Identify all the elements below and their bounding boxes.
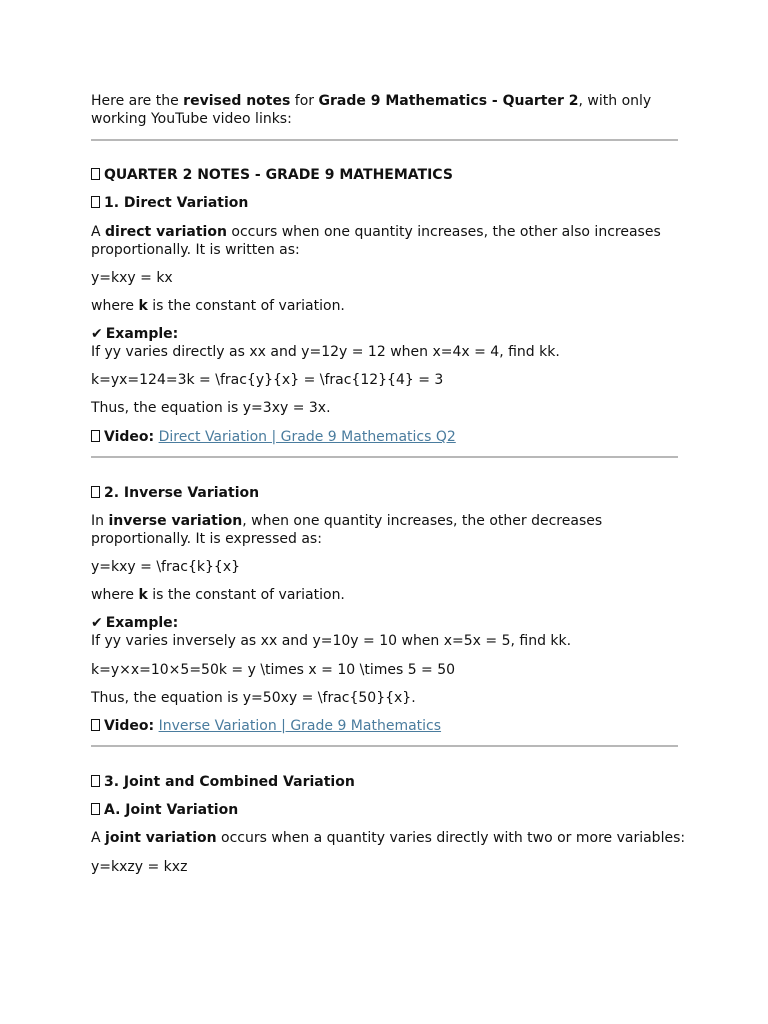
video-line xyxy=(91,717,679,735)
video-icon xyxy=(91,719,100,731)
example-text: If yy varies directly as xx and y=12y = 12 when x=4x = 4, find kk. xyxy=(91,344,560,360)
text: occurs when one quantity increases, the other also increases xyxy=(226,224,661,240)
intro-text: , with only xyxy=(578,93,652,109)
result: Thus, the equation is y=3xy = 3x. xyxy=(91,400,331,416)
intro-paragraph xyxy=(91,92,679,128)
formula: y=kxzy = kxz xyxy=(91,859,188,875)
text: where xyxy=(91,587,139,603)
result: Thus, the equation is y=50xy = \frac{50}{x}. xyxy=(91,690,416,706)
pin-icon xyxy=(91,775,100,787)
text: In xyxy=(91,513,109,529)
section-heading-text: 1. Direct Variation xyxy=(104,195,249,211)
notes-icon xyxy=(91,168,100,180)
divider xyxy=(91,456,678,458)
example-label: Example: xyxy=(105,615,179,631)
text: A xyxy=(91,830,106,846)
paragraph xyxy=(91,297,679,315)
pin-icon xyxy=(91,196,100,208)
divider xyxy=(91,139,678,141)
subsection-heading xyxy=(91,801,679,819)
intro-text: Here are the xyxy=(91,93,184,109)
text: A xyxy=(91,224,106,240)
section-heading-text: 3. Joint and Combined Variation xyxy=(104,774,355,790)
text: where xyxy=(91,298,139,314)
intro-bold: Grade 9 Mathematics - Quarter 2 xyxy=(318,93,579,109)
calculation: k=y×x=10×5=50k = y \times x = 10 \times 5 = 50 xyxy=(91,662,456,678)
paragraph xyxy=(91,586,679,604)
text: , when one quantity increases, the other decreases xyxy=(242,513,603,529)
calculation: k=yx=124=3k = \frac{y}{x} = \frac{12}{4} = 3 xyxy=(91,372,444,388)
example-label: Example: xyxy=(105,326,179,342)
video-icon xyxy=(91,430,100,442)
divider xyxy=(91,745,678,747)
text: is the constant of variation. xyxy=(147,298,345,314)
example-block xyxy=(91,325,679,361)
checkmark-icon: ✔ xyxy=(91,326,103,342)
bold-term: inverse variation xyxy=(108,513,243,529)
intro-bold: revised notes xyxy=(183,93,291,109)
video-label: Video: xyxy=(104,718,155,734)
bold-term: k xyxy=(138,587,148,603)
video-line xyxy=(91,428,679,446)
text: proportionally. It is written as: xyxy=(91,242,300,258)
main-title xyxy=(91,166,679,184)
formula: y=kxy = kx xyxy=(91,270,173,286)
example-text: If yy varies inversely as xx and y=10y = 10 when x=5x = 5, find kk. xyxy=(91,633,572,649)
intro-text: for xyxy=(290,93,319,109)
pin-icon xyxy=(91,803,100,815)
main-title-text: QUARTER 2 NOTES - GRADE 9 MATHEMATICS xyxy=(104,167,453,183)
subsection-heading-text: A. Joint Variation xyxy=(104,802,239,818)
bold-term: joint variation xyxy=(105,830,217,846)
bold-term: k xyxy=(138,298,148,314)
paragraph xyxy=(91,829,686,847)
text: proportionally. It is expressed as: xyxy=(91,531,322,547)
section-heading-text: 2. Inverse Variation xyxy=(104,485,260,501)
checkmark-icon: ✔ xyxy=(91,615,103,631)
video-link[interactable]: Inverse Variation | Grade 9 Mathematics xyxy=(158,718,442,734)
bold-term: direct variation xyxy=(105,224,227,240)
section-heading xyxy=(91,484,679,502)
text: is the constant of variation. xyxy=(147,587,345,603)
video-label: Video: xyxy=(104,429,155,445)
paragraph xyxy=(91,223,679,259)
text: occurs when a quantity varies directly with two or more variables: xyxy=(216,830,686,846)
section-heading xyxy=(91,773,679,791)
pin-icon xyxy=(91,486,100,498)
intro-text: working YouTube video links: xyxy=(91,111,292,127)
section-heading xyxy=(91,194,679,212)
paragraph xyxy=(91,512,679,548)
video-link[interactable]: Direct Variation | Grade 9 Mathematics Q2 xyxy=(158,429,456,445)
example-block xyxy=(91,614,679,650)
formula: y=kxy = \frac{k}{x} xyxy=(91,559,241,575)
